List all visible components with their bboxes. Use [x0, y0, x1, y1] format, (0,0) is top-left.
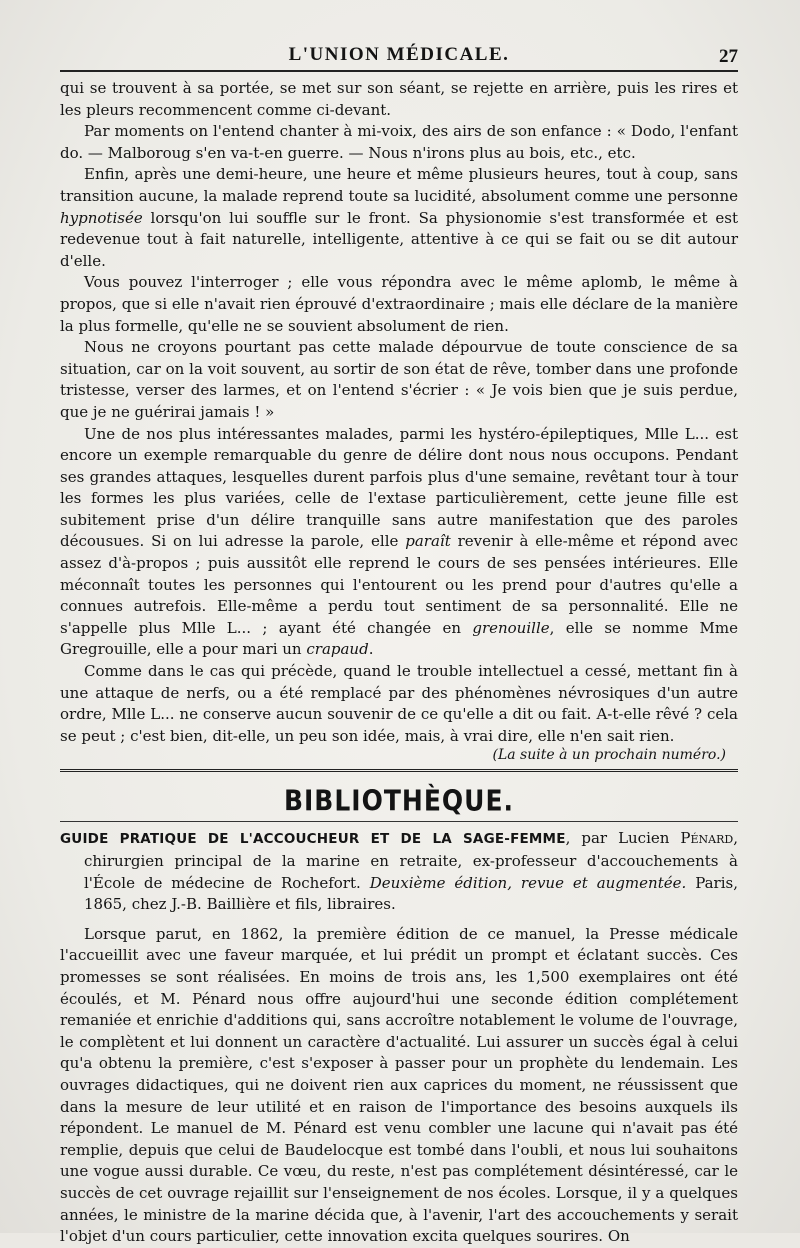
header-rule	[60, 70, 738, 72]
section-title: BIBLIOTHÈQUE.	[283, 784, 515, 818]
emphasis-grenouille: grenouille	[472, 618, 550, 637]
paragraph-6-text-a: Une de nos plus intéressantes malades, parmi les hystéro-épileptiques, Mlle L... est encore un exemple remarquable du genre de délire dont nous nous occupons. Pendant ses grandes attaques, lesquelles durent parfois plus d'une semaine, revêtant tour à tour les formes les plus variées, celle de l'extase particulièrement, cette jeune fille est subitement prise d'un délire tranquille sans autre manifestation que des paroles décousues. Si on lui adresse la parole, elle	[60, 424, 738, 551]
article-body	[60, 78, 738, 765]
paragraph-3-text-b: lorsqu'on lui souffle sur le front. Sa physionomie s'est transformée et est redevenue tout à fait naturelle, intelligente, attentive à ce qui se fait ou se dit autour d'elle.	[60, 208, 738, 270]
paragraph-5: Nous ne croyons pourtant pas cette malade dépourvue de toute conscience de sa situation, car on la voit souvent, au sortir de son état de rêve, tomber dans une profonde tristesse, verser des larmes, et on l'entend s'écrier : « Je vois bien que je suis perdue, que je ne guérirai jamais ! »	[60, 338, 738, 421]
review-paragraph: Lorsque parut, en 1862, la première édition de ce manuel, la Presse médicale l'accueillit avec une faveur marquée, et lui prédit un prompt et éclatant succès. Ces promesses se sont réalisées. En moins de trois ans, les 1,500 exemplaires ont été écoulés, et M. Pénard nous offre aujourd'hui une seconde édition complétement remaniée et enrichie d'additions qui, sans accroître notablement le volume de l'ouvrage, le complètent et lui donnent un caractère d'actualité. Lui assurer un succès égal à celui qu'a obtenu la première, c'est s'exposer à passer pour un prophète du lendemain. Les ouvrages didactiques, qui ne doivent rien aux caprices du moment, ne réussissent que dans la mesure de leur utilité et en raison de l'importance des besoins auxquels ils répondent. Le manuel de M. Pénard est venu combler une lacune qui n'avait pas été remplie, depuis que celui de Baudelocque est tombé dans l'oubli, et nous lui souhaitons une vogue aussi durable. Ce vœu, du reste, n'est pas complétement désintéressé, car le succès de cet ouvrage rejaillit sur l'enseignement de nos écoles. Lorsque, il y a quelques années, le ministre de la marine décida que, à l'avenir, l'art des accouchements y serait l'objet d'un cours particulier, cette innovation excita quelques sourires. On	[60, 924, 738, 1246]
book-edition: Deuxième édition, revue et augmentée.	[369, 873, 687, 892]
running-head	[60, 38, 738, 68]
emphasis-crapaud: crapaud	[306, 640, 369, 659]
book-imprint: Paris, 1865, chez J.-B. Baillière et fils, libraires.	[84, 873, 738, 914]
paragraph-6-text-d: .	[368, 640, 374, 659]
paragraph-6-text-b: revenir à elle-même et répond avec assez d'à-propos ; puis aussitôt elle reprend le cours de ses pensées intérieures. Elle méconnaît toutes les personnes qui l'entourent ou les prend pour d'autres qu'elle a connues autrefois. Elle-même a perdu tout sentiment de sa personnalité. Elle ne s'appelle plus Mlle L... ; ayant été changée en	[60, 532, 738, 637]
paragraph-2: Par moments on l'entend chanter à mi-voix, des airs de son enfance : « Dodo, l'enfant do. — Malboroug s'en va-t-en guerre. — Nous n'irons plus au bois, etc., etc.	[60, 122, 738, 162]
book-title: GUIDE PRATIQUE DE L'ACCOUCHEUR ET DE LA SAGE-FEMME	[60, 831, 566, 848]
continuation-note: (La suite à un prochain numéro.)	[492, 747, 726, 764]
paragraph-3-text-a: Enfin, après une demi-heure, une heure et même plusieurs heures, tout à coup, sans transition aucune, la malade reprend toute sa lucidité, absolument comme une personne	[60, 165, 738, 205]
paragraph-6-text-c: , elle se nomme Mme Gregrouille, elle a pour mari un	[60, 618, 738, 659]
section-title-rule	[60, 821, 738, 822]
book-credentials: , chirurgien principal de la marine en retraite, ex-professeur d'accouchements à l'École de médecine de Rochefort.	[84, 829, 738, 892]
emphasis-parait: paraît	[405, 532, 451, 551]
paragraph-7: Comme dans le cas qui précède, quand le trouble intellectuel a cessé, mettant fin à une attaque de nerfs, ou a été remplacé par des phénomènes névrosiques d'un autre ordre, Mlle L... ne conserve aucun souvenir de ce qu'elle a dit ou fait. A-t-elle rêvé ? cela se peut ; c'est bien, dit-elle, un peu son idée, mais, à vrai dire, elle n'en sait rien.	[60, 662, 738, 745]
paragraph-6	[60, 424, 738, 662]
paragraph-4: Vous pouvez l'interroger ; elle vous répondra avec le même aplomb, le même à propos, que si elle n'avait rien éprouvé d'extraordinaire ; mais elle déclare de la manière la plus formelle, qu'elle ne se souvient absolument de rien.	[60, 273, 738, 335]
book-citation	[60, 828, 738, 915]
paragraph-1: qui se trouvent à sa portée, se met sur son séant, se rejette en arrière, puis les rires et les pleurs recommencent comme ci-devant.	[60, 79, 738, 119]
emphasis-hypnotisee: hypnotisée	[60, 208, 143, 227]
running-title: L'UNION MÉDICALE.	[288, 44, 510, 65]
page-number: 27	[719, 46, 738, 67]
paragraph-3	[60, 164, 738, 272]
section-rule	[60, 769, 738, 772]
book-by: , par Lucien	[565, 829, 670, 848]
book-author: Pénard	[680, 829, 734, 848]
